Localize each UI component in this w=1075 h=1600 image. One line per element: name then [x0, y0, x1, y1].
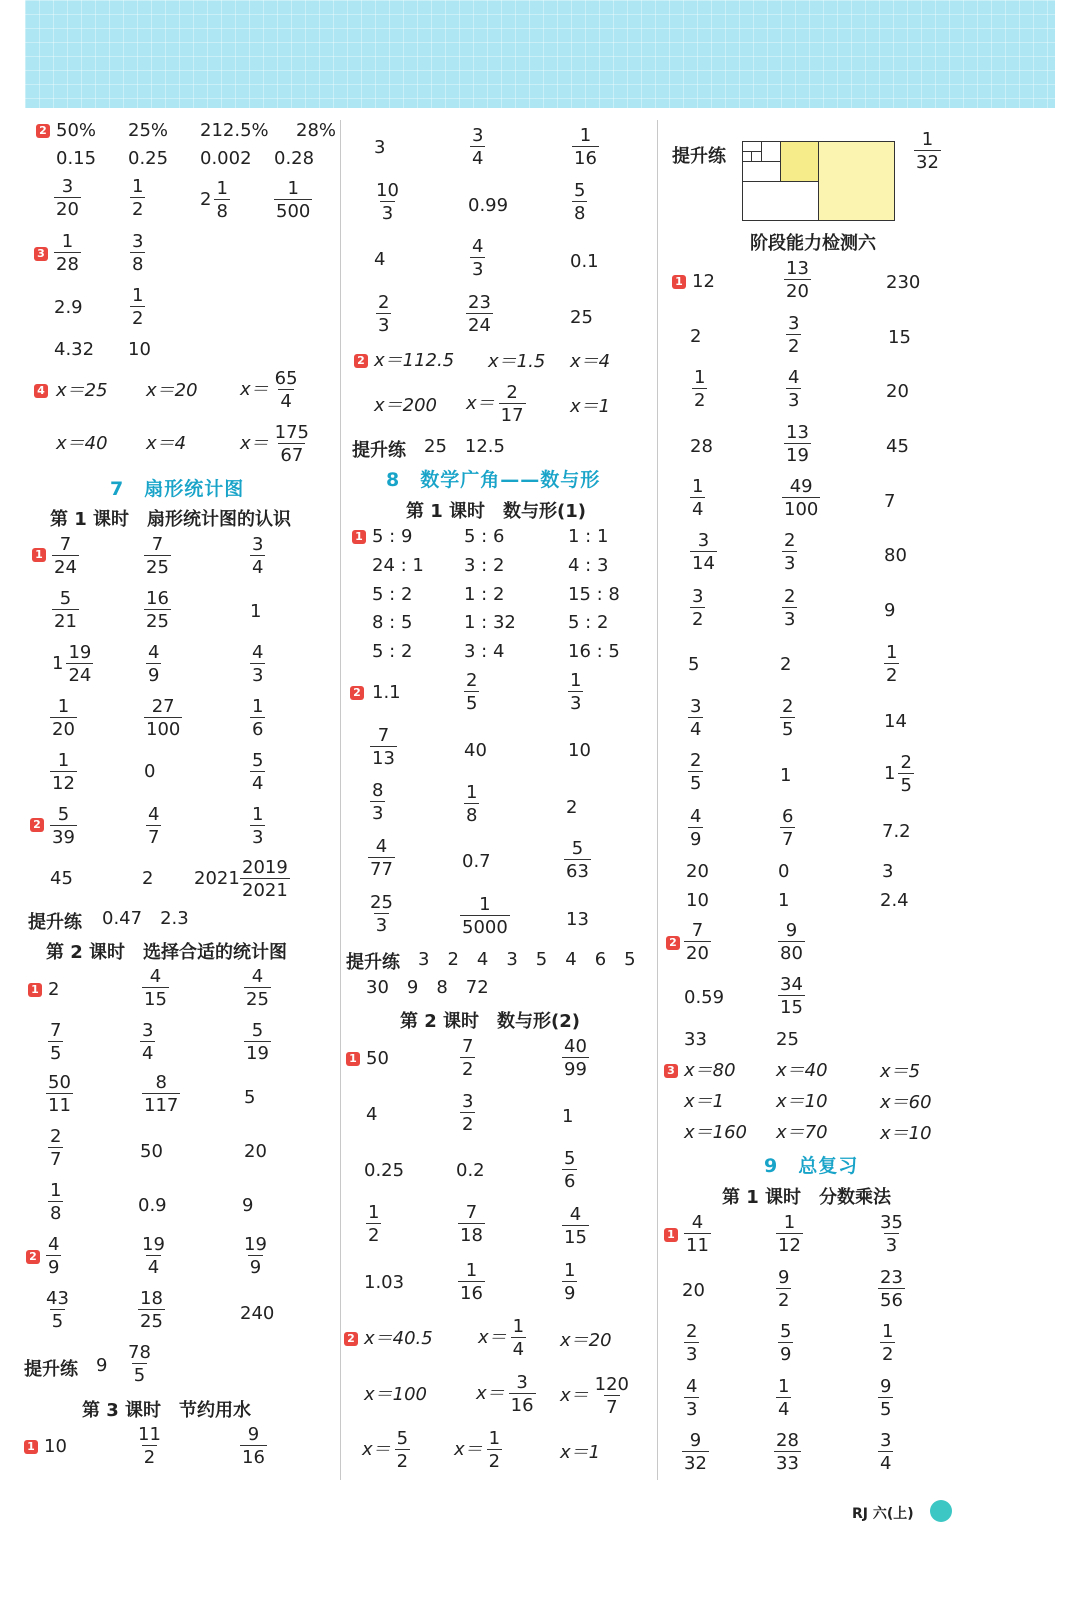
fraction: $\frac{50}{11}$	[48, 1072, 71, 1116]
section-heading: 8 数学广角——数与形	[386, 469, 601, 491]
fraction: $\frac{27}{100}$	[146, 696, 181, 740]
practice-label: 提升练	[352, 440, 406, 461]
answer: 20	[886, 381, 909, 402]
fraction: $\frac{4}{9}$	[148, 642, 160, 686]
answer: 1	[778, 890, 790, 911]
fraction: $\frac{1}{3}$	[252, 804, 264, 848]
ratio: 5 : 6	[464, 526, 505, 547]
fraction: $\frac{1}{20}$	[52, 696, 75, 740]
fraction: $\frac{1}{4}$	[778, 1376, 790, 1420]
answer: 25	[776, 1029, 799, 1050]
fraction: $\frac{2}{3}$	[686, 1321, 698, 1365]
answer: 15	[888, 327, 911, 348]
practice-label: 提升练	[24, 1359, 78, 1380]
lesson-heading: 第 2 课时 数与形(2)	[400, 1011, 581, 1032]
fraction: $\frac{2}{3}$	[378, 292, 390, 336]
fraction: $\frac{3}{2}$	[462, 1091, 474, 1135]
answer: 20	[682, 1280, 705, 1301]
mixed-number: 1 $\frac{19}{24}$	[52, 642, 92, 686]
fraction: $\frac{1}{2}$	[694, 367, 706, 411]
question-number-badge: 1	[24, 1440, 38, 1454]
answer: 50	[140, 1141, 163, 1162]
question-number-badge: 3	[664, 1064, 678, 1078]
answer: 3	[882, 861, 894, 882]
test-heading: 阶段能力检测六	[750, 233, 876, 254]
answer: 0	[778, 861, 790, 882]
fraction: $\frac{2}{3}$	[784, 586, 796, 630]
answer: 20	[686, 861, 709, 882]
fraction: $\frac{9}{16}$	[242, 1424, 265, 1468]
answer: 3	[374, 137, 386, 158]
answer: 2.4	[880, 890, 909, 911]
answer: 50%	[56, 120, 97, 141]
answer: 50	[366, 1048, 389, 1069]
equation-answer: x＝40	[56, 433, 108, 454]
practice-label: 提升练	[672, 146, 726, 167]
answer: 45	[886, 436, 909, 457]
equation-answer: x＝5	[880, 1061, 921, 1082]
fraction: $\frac{1}{16}$	[460, 1260, 483, 1304]
practice-label: 提升练	[346, 952, 400, 973]
answer: 4	[374, 249, 386, 270]
answer: 1.1	[372, 682, 401, 703]
answer: 0.2	[456, 1160, 485, 1181]
equation-answer: x＝ $\frac{3}{16}$	[476, 1372, 534, 1416]
answer: 28	[690, 436, 713, 457]
fraction: $\frac{4}{7}$	[148, 804, 160, 848]
equation-answer: x＝ $\frac{2}{17}$	[466, 382, 524, 426]
ratio: 5 : 9	[372, 526, 413, 547]
answer: 0.99	[468, 195, 509, 216]
fraction: $\frac{9}{5}$	[880, 1376, 892, 1420]
ratio: 5 : 2	[568, 612, 609, 633]
fraction: $\frac{13}{19}$	[786, 422, 809, 466]
fraction: $\frac{19}{9}$	[244, 1234, 267, 1278]
lesson-heading: 第 1 课时 数与形(1)	[406, 501, 587, 522]
equation-answer: x＝112.5	[374, 350, 455, 371]
answer: 0.7	[462, 851, 491, 872]
equation-answer: x＝40	[776, 1060, 828, 1081]
equation-answer: x＝1.5	[488, 351, 546, 372]
question-number-badge: 1	[28, 983, 42, 997]
fraction: $\frac{4}{15}$	[144, 966, 167, 1010]
answer: 2021	[194, 868, 240, 889]
equation-answer: x＝25	[56, 380, 108, 401]
column-divider	[340, 120, 341, 1480]
answer: 212.5%	[200, 120, 269, 141]
section-heading: 9 总复习	[764, 1155, 859, 1177]
answer: 240	[240, 1303, 275, 1324]
fraction: $\frac{18}{25}$	[140, 1288, 163, 1332]
fraction: $\frac{3}{4}$	[472, 125, 484, 169]
fraction: $\frac{2}{7}$	[50, 1126, 62, 1170]
practice-answer: 30 9 8 72	[366, 977, 489, 998]
fraction: $\frac{3}{8}$	[132, 231, 144, 275]
fraction: $\frac{40}{99}$	[564, 1036, 587, 1080]
fraction: $\frac{5}{63}$	[566, 838, 589, 882]
ratio: 4 : 3	[568, 555, 609, 576]
fraction: $\frac{4}{3}$	[252, 642, 264, 686]
lesson-heading: 第 1 课时 扇形统计图的认识	[50, 509, 292, 530]
ratio: 16 : 5	[568, 641, 620, 662]
answer: 1.03	[364, 1272, 405, 1293]
header-banner	[25, 0, 1055, 108]
answer: 0.59	[684, 987, 725, 1008]
equation-answer: x＝1	[560, 1442, 601, 1463]
fraction: $\frac{1}{2}$	[886, 642, 898, 686]
fraction: $\frac{3}{14}$	[692, 530, 715, 574]
fraction: $\frac{5}{9}$	[780, 1321, 792, 1365]
question-number-badge: 2	[354, 354, 368, 368]
fraction: $\frac{5}{8}$	[574, 180, 586, 224]
equation-answer: x＝20	[146, 380, 198, 401]
fraction: $\frac{4}{11}$	[686, 1212, 709, 1256]
ratio: 1 : 1	[568, 526, 609, 547]
answer: 7.2	[882, 821, 911, 842]
fraction: $\frac{19}{4}$	[142, 1234, 165, 1278]
answer: 0.9	[138, 1195, 167, 1216]
fraction: $\frac{4}{77}$	[370, 836, 393, 880]
fraction: $\frac{49}{100}$	[784, 476, 819, 520]
question-number-badge: 2	[30, 818, 44, 832]
fraction: $\frac{43}{5}$	[46, 1288, 69, 1332]
answer: 2	[780, 654, 792, 675]
practice-answer: 25 12.5	[424, 436, 505, 457]
answer: 7	[884, 491, 896, 512]
fraction: $\frac{9}{80}$	[780, 920, 803, 964]
fraction: $\frac{11}{2}$	[138, 1424, 161, 1468]
ratio: 5 : 2	[372, 641, 413, 662]
ratio: 3 : 4	[464, 641, 505, 662]
answer: 1	[250, 601, 262, 622]
question-number-badge: 3	[34, 247, 48, 261]
fraction: $\frac{9}{2}$	[778, 1267, 790, 1311]
answer: 40	[464, 740, 487, 761]
fraction: $\frac{1}{2}$	[882, 1321, 894, 1365]
equation-answer: x＝100	[364, 1384, 428, 1405]
fraction: $\frac{34}{15}$	[780, 974, 803, 1018]
answer: 10	[44, 1436, 67, 1457]
fraction: $\frac{3}{4}$	[690, 696, 702, 740]
fraction: $\frac{8}{3}$	[372, 780, 384, 824]
mixed-number: 1 $\frac{2}{5}$	[884, 752, 912, 796]
question-number-badge: 2	[344, 1332, 358, 1346]
equation-answer: x＝20	[560, 1330, 612, 1351]
fraction: $\frac{1}{16}$	[574, 125, 597, 169]
fraction: $\frac{1}{32}$	[916, 129, 939, 173]
answer: 0	[144, 761, 156, 782]
equation-answer: x＝60	[880, 1092, 932, 1113]
fraction: $\frac{1}{8}$	[466, 782, 478, 826]
answer: 0.002	[200, 148, 252, 169]
answer: 10	[568, 740, 591, 761]
answer: 0.25	[128, 148, 169, 169]
fraction: $\frac{9}{32}$	[684, 1430, 707, 1474]
question-number-badge: 1	[664, 1228, 678, 1242]
fraction: $\frac{8}{117}$	[144, 1072, 179, 1116]
fraction: $\frac{2}{5}$	[690, 750, 702, 794]
fraction: $\frac{3}{4}$	[880, 1430, 892, 1474]
answer: 2	[566, 797, 578, 818]
answer: 12	[692, 271, 715, 292]
equation-answer: x＝1	[684, 1091, 725, 1112]
answer: 14	[884, 711, 907, 732]
answer: 80	[884, 545, 907, 566]
page-footer-label: RJ 六(上)	[852, 1506, 914, 1522]
answer: 230	[886, 272, 921, 293]
fraction: $\frac{4}{9}$	[690, 806, 702, 850]
fraction: $\frac{1}{5000}$	[462, 894, 508, 938]
equation-answer: x＝4	[570, 351, 611, 372]
fraction: $\frac{5}{6}$	[564, 1148, 576, 1192]
answer: 10	[686, 890, 709, 911]
fraction: $\frac{23}{24}$	[468, 292, 491, 336]
question-number-badge: 2	[666, 936, 680, 950]
practice-answer: 9	[96, 1355, 108, 1376]
fraction: $\frac{5}{39}$	[52, 804, 75, 848]
fraction: $\frac{1}{4}$	[692, 476, 704, 520]
fraction: $\frac{7}{20}$	[686, 920, 709, 964]
equation-answer: x＝ $\frac{1}{2}$	[454, 1428, 501, 1472]
answer: 0.28	[274, 148, 315, 169]
question-number-badge: 2	[26, 1250, 40, 1264]
fraction: $\frac{4}{9}$	[48, 1234, 60, 1278]
question-number-badge: 1	[672, 275, 686, 289]
answer: 25%	[128, 120, 169, 141]
fraction: $\frac{5}{19}$	[246, 1020, 269, 1064]
question-number-badge: 1	[346, 1052, 360, 1066]
fraction: $\frac{3}{2}$	[692, 586, 704, 630]
fraction: $\frac{1}{3}$	[570, 670, 582, 714]
fraction: $\frac{16}{25}$	[146, 588, 169, 632]
fraction: $\frac{2}{3}$	[784, 530, 796, 574]
fraction: $\frac{25}{3}$	[370, 892, 393, 936]
fraction: $\frac{28}{33}$	[776, 1430, 799, 1474]
answer: 5	[244, 1087, 256, 1108]
answer: 0.1	[570, 251, 599, 272]
fraction: $\frac{3}{2}$	[788, 313, 800, 357]
equation-answer: x＝ $\frac{5}{2}$	[362, 1428, 409, 1472]
answer: 4	[366, 1104, 378, 1125]
practice-answer: 3 2 4 3 5 4 6 5	[418, 949, 636, 970]
equation-answer: x＝200	[374, 395, 438, 416]
lesson-heading: 第 2 课时 选择合适的统计图	[46, 942, 288, 963]
answer: 5	[688, 654, 700, 675]
fraction: $\frac{1}{12}$	[778, 1212, 801, 1256]
fraction: $\frac{5}{4}$	[252, 750, 264, 794]
fraction: $\frac{6}{7}$	[782, 806, 794, 850]
fraction: $\frac{1}{2}$	[132, 285, 144, 329]
question-number-badge: 1	[352, 530, 366, 544]
fraction: $\frac{35}{3}$	[880, 1212, 903, 1256]
fraction: $\frac{1}{6}$	[252, 696, 264, 740]
fraction: $\frac{2}{5}$	[466, 670, 478, 714]
ratio: 1 : 32	[464, 612, 516, 633]
answer: 45	[50, 868, 73, 889]
equation-answer: x＝ $\frac{1}{4}$	[478, 1316, 525, 1360]
fraction: $\frac{1}{8}$	[50, 1180, 62, 1224]
fraction: $\frac{4}{25}$	[246, 966, 269, 1010]
answer: 9	[884, 600, 896, 621]
equation-answer: x＝ $\frac{120}{7}$	[560, 1374, 630, 1418]
fraction: $\frac{13}{20}$	[786, 258, 809, 302]
fraction: $\frac{1}{12}$	[52, 750, 75, 794]
fraction: $\frac{3}{20}$	[56, 176, 79, 220]
ratio: 3 : 2	[464, 555, 505, 576]
practice-label: 提升练	[28, 912, 82, 933]
answer: 2.9	[54, 297, 83, 318]
fraction: $\frac{2019}{2021}$	[242, 857, 288, 901]
fraction: $\frac{1}{2}$	[368, 1202, 380, 1246]
answer: 10	[128, 339, 151, 360]
fraction: $\frac{1}{500}$	[276, 178, 311, 222]
fraction: $\frac{3}{4}$	[142, 1020, 154, 1064]
ratio: 24 : 1	[372, 555, 424, 576]
fraction: $\frac{1}{2}$	[132, 176, 144, 220]
question-number-badge: 2	[36, 124, 50, 138]
section-heading: 7 扇形统计图	[110, 478, 245, 500]
question-number-badge: 2	[350, 686, 364, 700]
equation-answer: x＝80	[684, 1060, 736, 1081]
equation-answer: x＝70	[776, 1122, 828, 1143]
answer: 0.15	[56, 148, 97, 169]
equation-answer: x＝10	[880, 1123, 932, 1144]
answer: 28%	[296, 120, 337, 141]
fraction: $\frac{5}{21}$	[54, 588, 77, 632]
fraction: $\frac{4}{3}$	[788, 367, 800, 411]
fraction: $\frac{7}{24}$	[54, 534, 77, 578]
answer: 9	[242, 1195, 254, 1216]
fraction: $\frac{2}{5}$	[782, 696, 794, 740]
fraction: $\frac{78}{5}$	[128, 1342, 151, 1386]
answer: 33	[684, 1029, 707, 1050]
answer: 2	[690, 326, 702, 347]
answer: 13	[566, 909, 589, 930]
equation-answer: x＝10	[776, 1091, 828, 1112]
fraction: $\frac{7}{5}$	[50, 1020, 62, 1064]
fraction: $\frac{7}{13}$	[372, 725, 395, 769]
equation-answer: x＝ $\frac{65}{4}$	[240, 368, 298, 412]
fraction: $\frac{4}{15}$	[564, 1204, 587, 1248]
question-number-badge: 4	[34, 384, 48, 398]
answer: 20	[244, 1141, 267, 1162]
fraction: $\frac{3}{4}$	[252, 534, 264, 578]
page-number-circle	[930, 1500, 952, 1522]
ratio: 5 : 2	[372, 584, 413, 605]
answer: 2	[142, 868, 154, 889]
fraction: $\frac{4}{3}$	[686, 1376, 698, 1420]
fraction: $\frac{23}{56}$	[880, 1267, 903, 1311]
answer: 0.25	[364, 1160, 405, 1181]
fraction: $\frac{1}{28}$	[56, 231, 79, 275]
fraction: $\frac{10}{3}$	[376, 180, 399, 224]
equation-answer: x＝1	[570, 396, 611, 417]
ratio: 8 : 5	[372, 612, 413, 633]
ratio: 1 : 2	[464, 584, 505, 605]
answer: 25	[570, 307, 593, 328]
fraction: $\frac{1}{9}$	[564, 1260, 576, 1304]
fraction: $\frac{7}{18}$	[460, 1202, 483, 1246]
equation-answer: x＝4	[146, 433, 187, 454]
equation-answer: x＝ $\frac{175}{67}$	[240, 422, 310, 466]
question-number-badge: 1	[32, 548, 46, 562]
answer: 4.32	[54, 339, 95, 360]
answer: 1	[780, 765, 792, 786]
equation-answer: x＝160	[684, 1122, 748, 1143]
practice-answer: 0.47 2.3	[102, 908, 189, 929]
mixed-number: 2 $\frac{1}{8}$	[200, 178, 228, 222]
fraction: $\frac{7}{2}$	[462, 1036, 474, 1080]
lesson-heading: 第 3 课时 节约用水	[82, 1400, 252, 1421]
lesson-heading: 第 1 课时 分数乘法	[722, 1187, 892, 1208]
answer: 1	[562, 1106, 574, 1127]
ratio: 15 : 8	[568, 584, 620, 605]
answer: 2	[48, 979, 60, 1000]
fraction: $\frac{7}{25}$	[146, 534, 169, 578]
equation-answer: x＝40.5	[364, 1328, 433, 1349]
column-divider	[657, 120, 658, 1480]
fraction: $\frac{4}{3}$	[472, 236, 484, 280]
